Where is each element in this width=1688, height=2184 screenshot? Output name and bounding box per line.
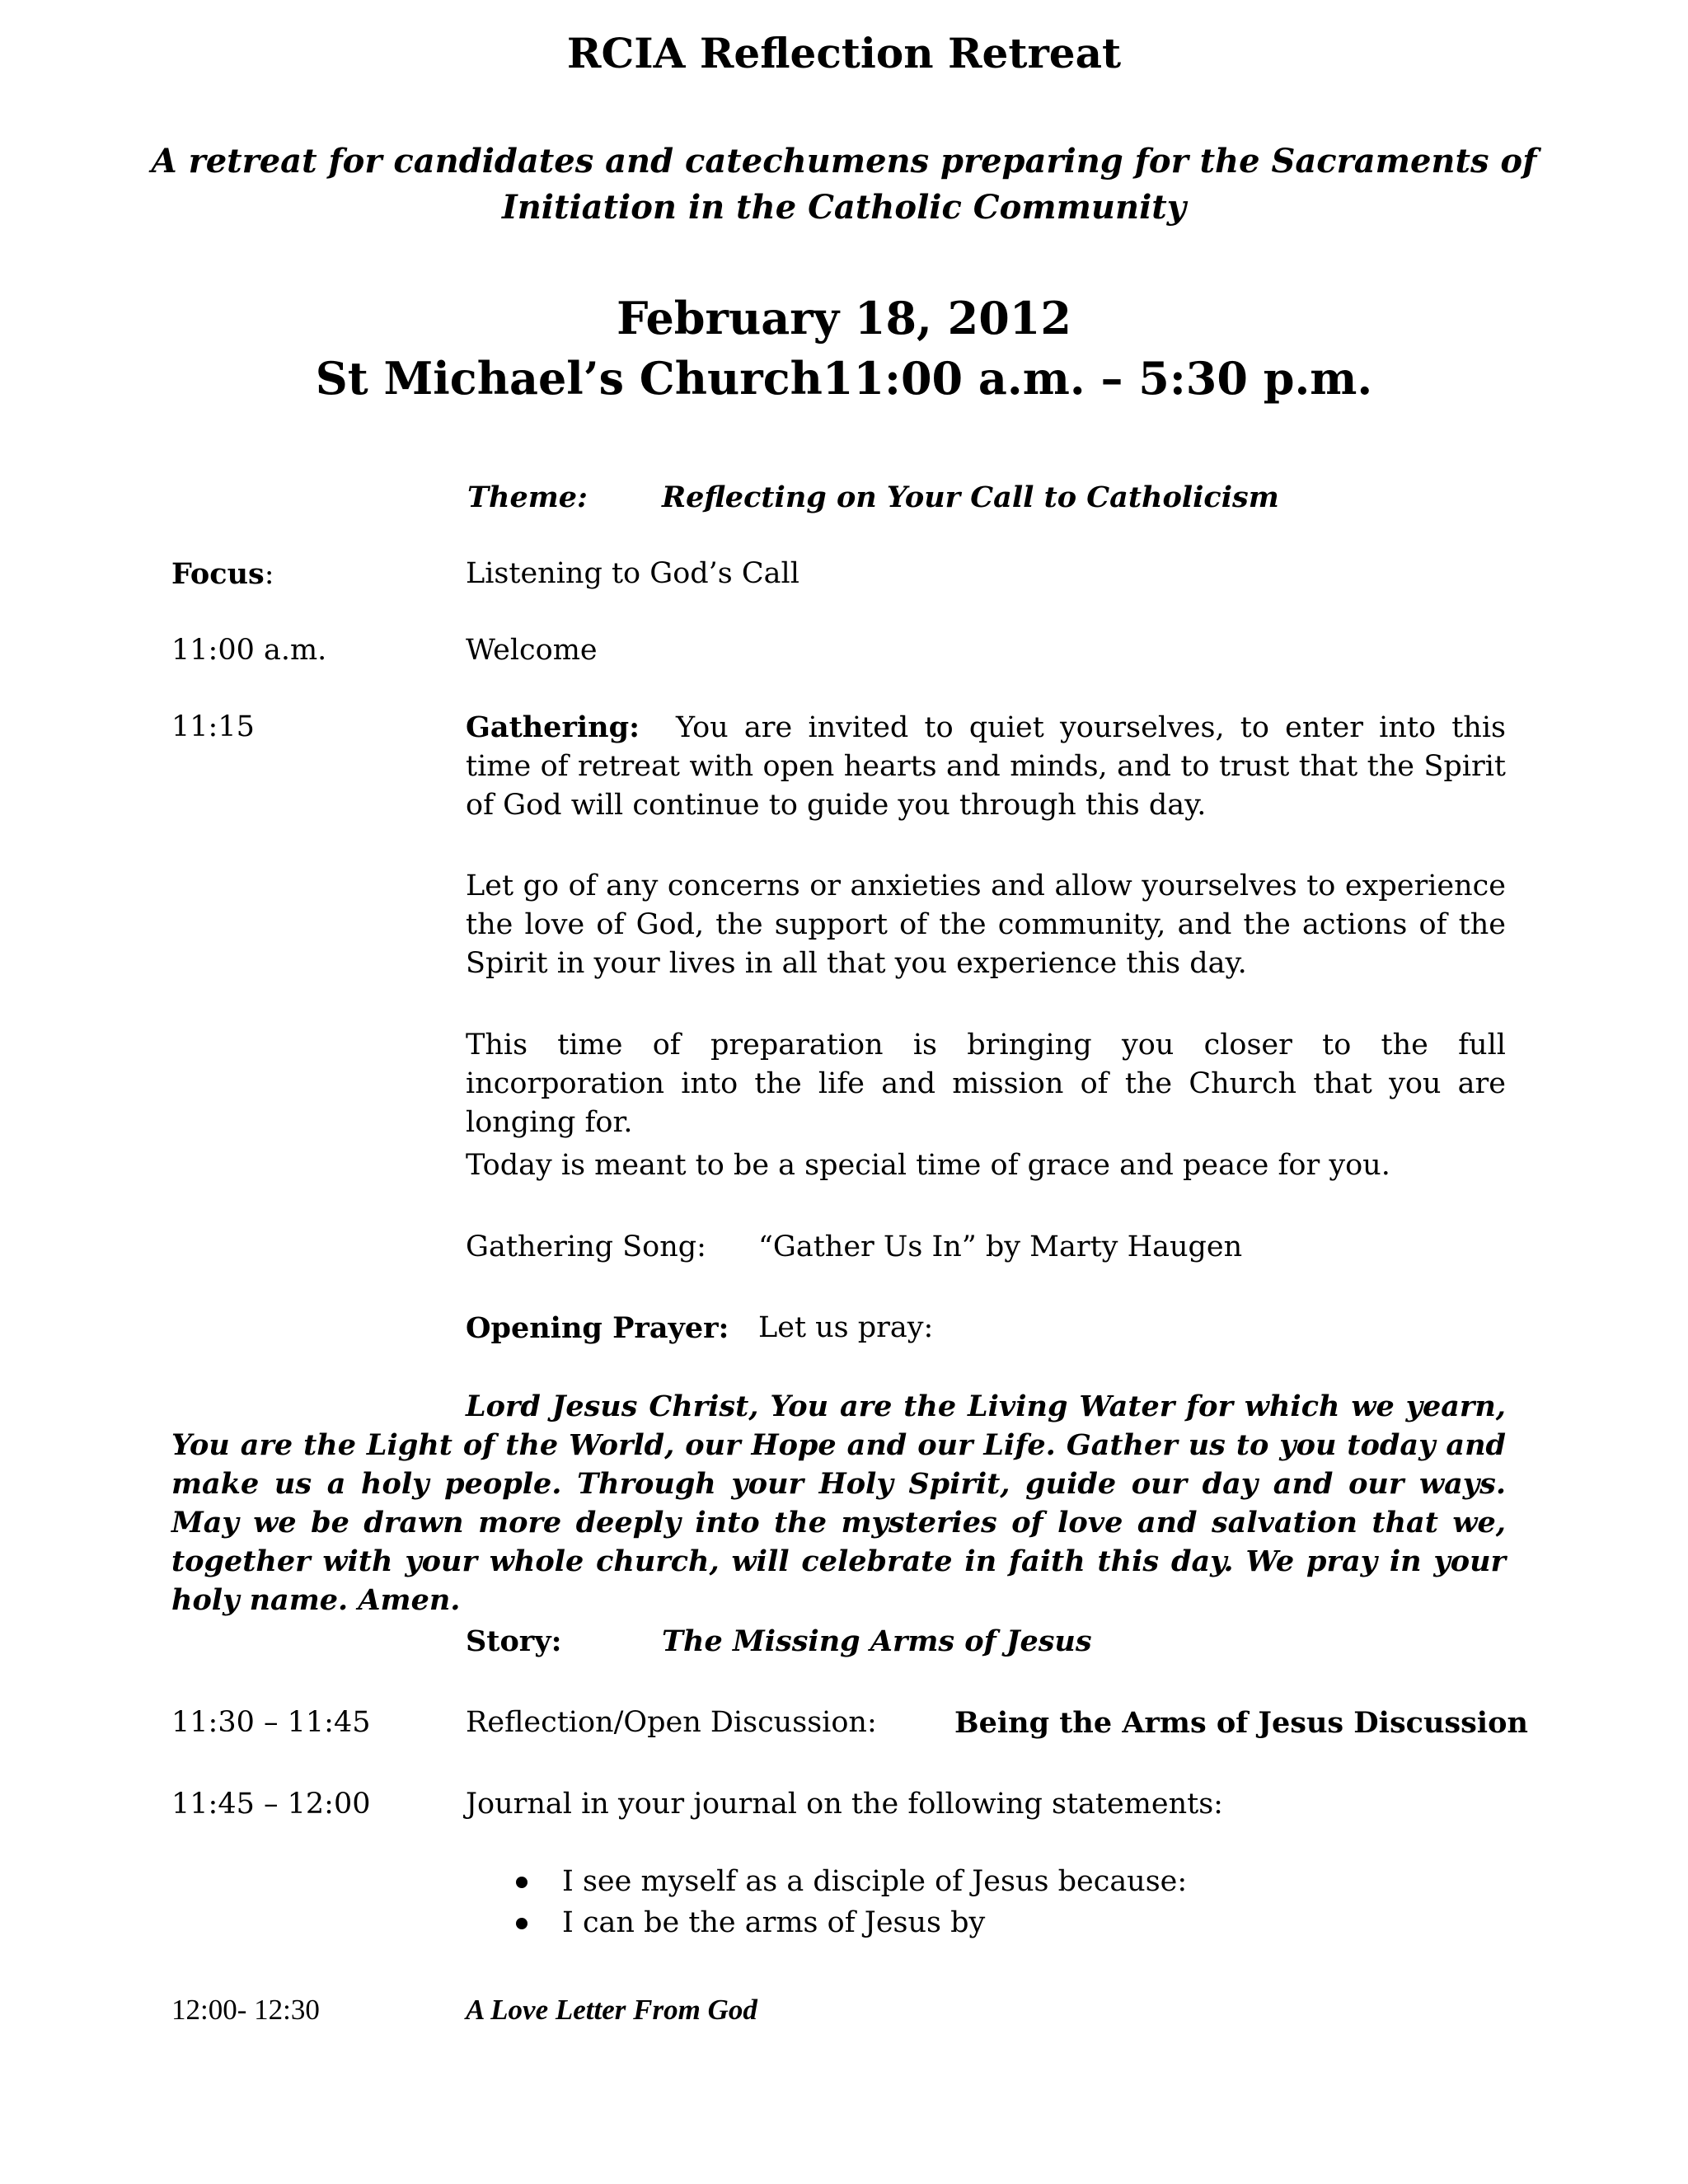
subtitle-line-1: A retreat for candidates and catechumens preparing for the Sacraments of [151, 142, 1537, 180]
opening-prayer-text: Lord Jesus Christ, You are the Living Water for which we yearn, You are the Light of the World, our Hope and our Life. Gather us to you today and make us a holy people. Through your Holy Spirit, guide our day and our ways. May we be drawn more deeply into the mysteries of love and salvation that we, together with your whole church, will celebrate in faith this day. We pray in your holy name. Amen. [171, 1390, 1506, 1617]
gathering-paragraph-3: This time of preparation is bringing you closer to the full incorporation into the life and mission of the Church that you are longing for. [466, 1029, 1506, 1139]
love-letter-title: A Love Letter From God [466, 1994, 757, 2026]
focus-label-wrap [171, 555, 274, 594]
list-item [511, 1904, 1187, 1945]
theme-value: Reflecting on Your Call to Catholicism [662, 480, 1279, 514]
story-label: Story: [466, 1624, 562, 1658]
focus-value: Listening to God’s Call [466, 557, 799, 590]
reflection-label: Reflection/Open Discussion: [466, 1706, 877, 1739]
gathering-paragraph-1-text: You are invited to quiet yourselves, to enter into this time of retreat with open hearts and minds, and to trust that the Spirit of God will continue to guide you through this day. [466, 711, 1506, 822]
bullet-icon [516, 1918, 528, 1929]
story-title: The Missing Arms of Jesus [662, 1624, 1092, 1658]
gathering-song-label: Gathering Song: [466, 1230, 706, 1263]
journal-statement-1: I see myself as a disciple of Jesus because: [562, 1865, 1188, 1898]
bullet-icon [516, 1877, 528, 1888]
document-title: RCIA Reflection Retreat [566, 29, 1122, 77]
love-letter-time: 12:00- 12:30 [171, 1994, 320, 2026]
welcome-text: Welcome [466, 634, 598, 667]
gathering-paragraph-4: Today is meant to be a special time of grace and peace for you. [466, 1149, 1390, 1182]
opening-prayer-label: Opening Prayer: [466, 1311, 729, 1345]
focus-label: Focus [171, 557, 265, 591]
gathering-label: Gathering: [466, 710, 640, 744]
theme-label: Theme: [467, 480, 588, 514]
journal-statements-list [511, 1863, 1187, 1945]
journal-text: Journal in your journal on the following statements: [466, 1788, 1223, 1821]
subtitle-line-2: Initiation in the Catholic Community [502, 188, 1186, 227]
gathering-time: 11:15 [171, 710, 255, 743]
journal-time: 11:45 – 12:00 [171, 1788, 371, 1821]
gathering-paragraph-1 [466, 708, 1506, 825]
reflection-time: 11:30 – 11:45 [171, 1706, 371, 1739]
gathering-song-value: “Gather Us In” by Marty Haugen [758, 1230, 1243, 1263]
opening-prayer-intro: Let us pray: [758, 1311, 934, 1344]
focus-colon: : [264, 558, 274, 591]
list-item [511, 1863, 1187, 1904]
welcome-time: 11:00 a.m. [171, 634, 327, 667]
gathering-paragraph-2: Let go of any concerns or anxieties and allow yourselves to experience the love of God, the support of the community, and the actions of the Spirit in your lives in all that you experience this day. [466, 869, 1506, 980]
event-date: February 18, 2012 [617, 292, 1071, 344]
reflection-value: Being the Arms of Jesus Discussion [954, 1706, 1528, 1740]
journal-statement-2: I can be the arms of Jesus by [562, 1906, 986, 1939]
event-location-time: St Michael’s Church11:00 a.m. – 5:30 p.m. [315, 352, 1373, 405]
